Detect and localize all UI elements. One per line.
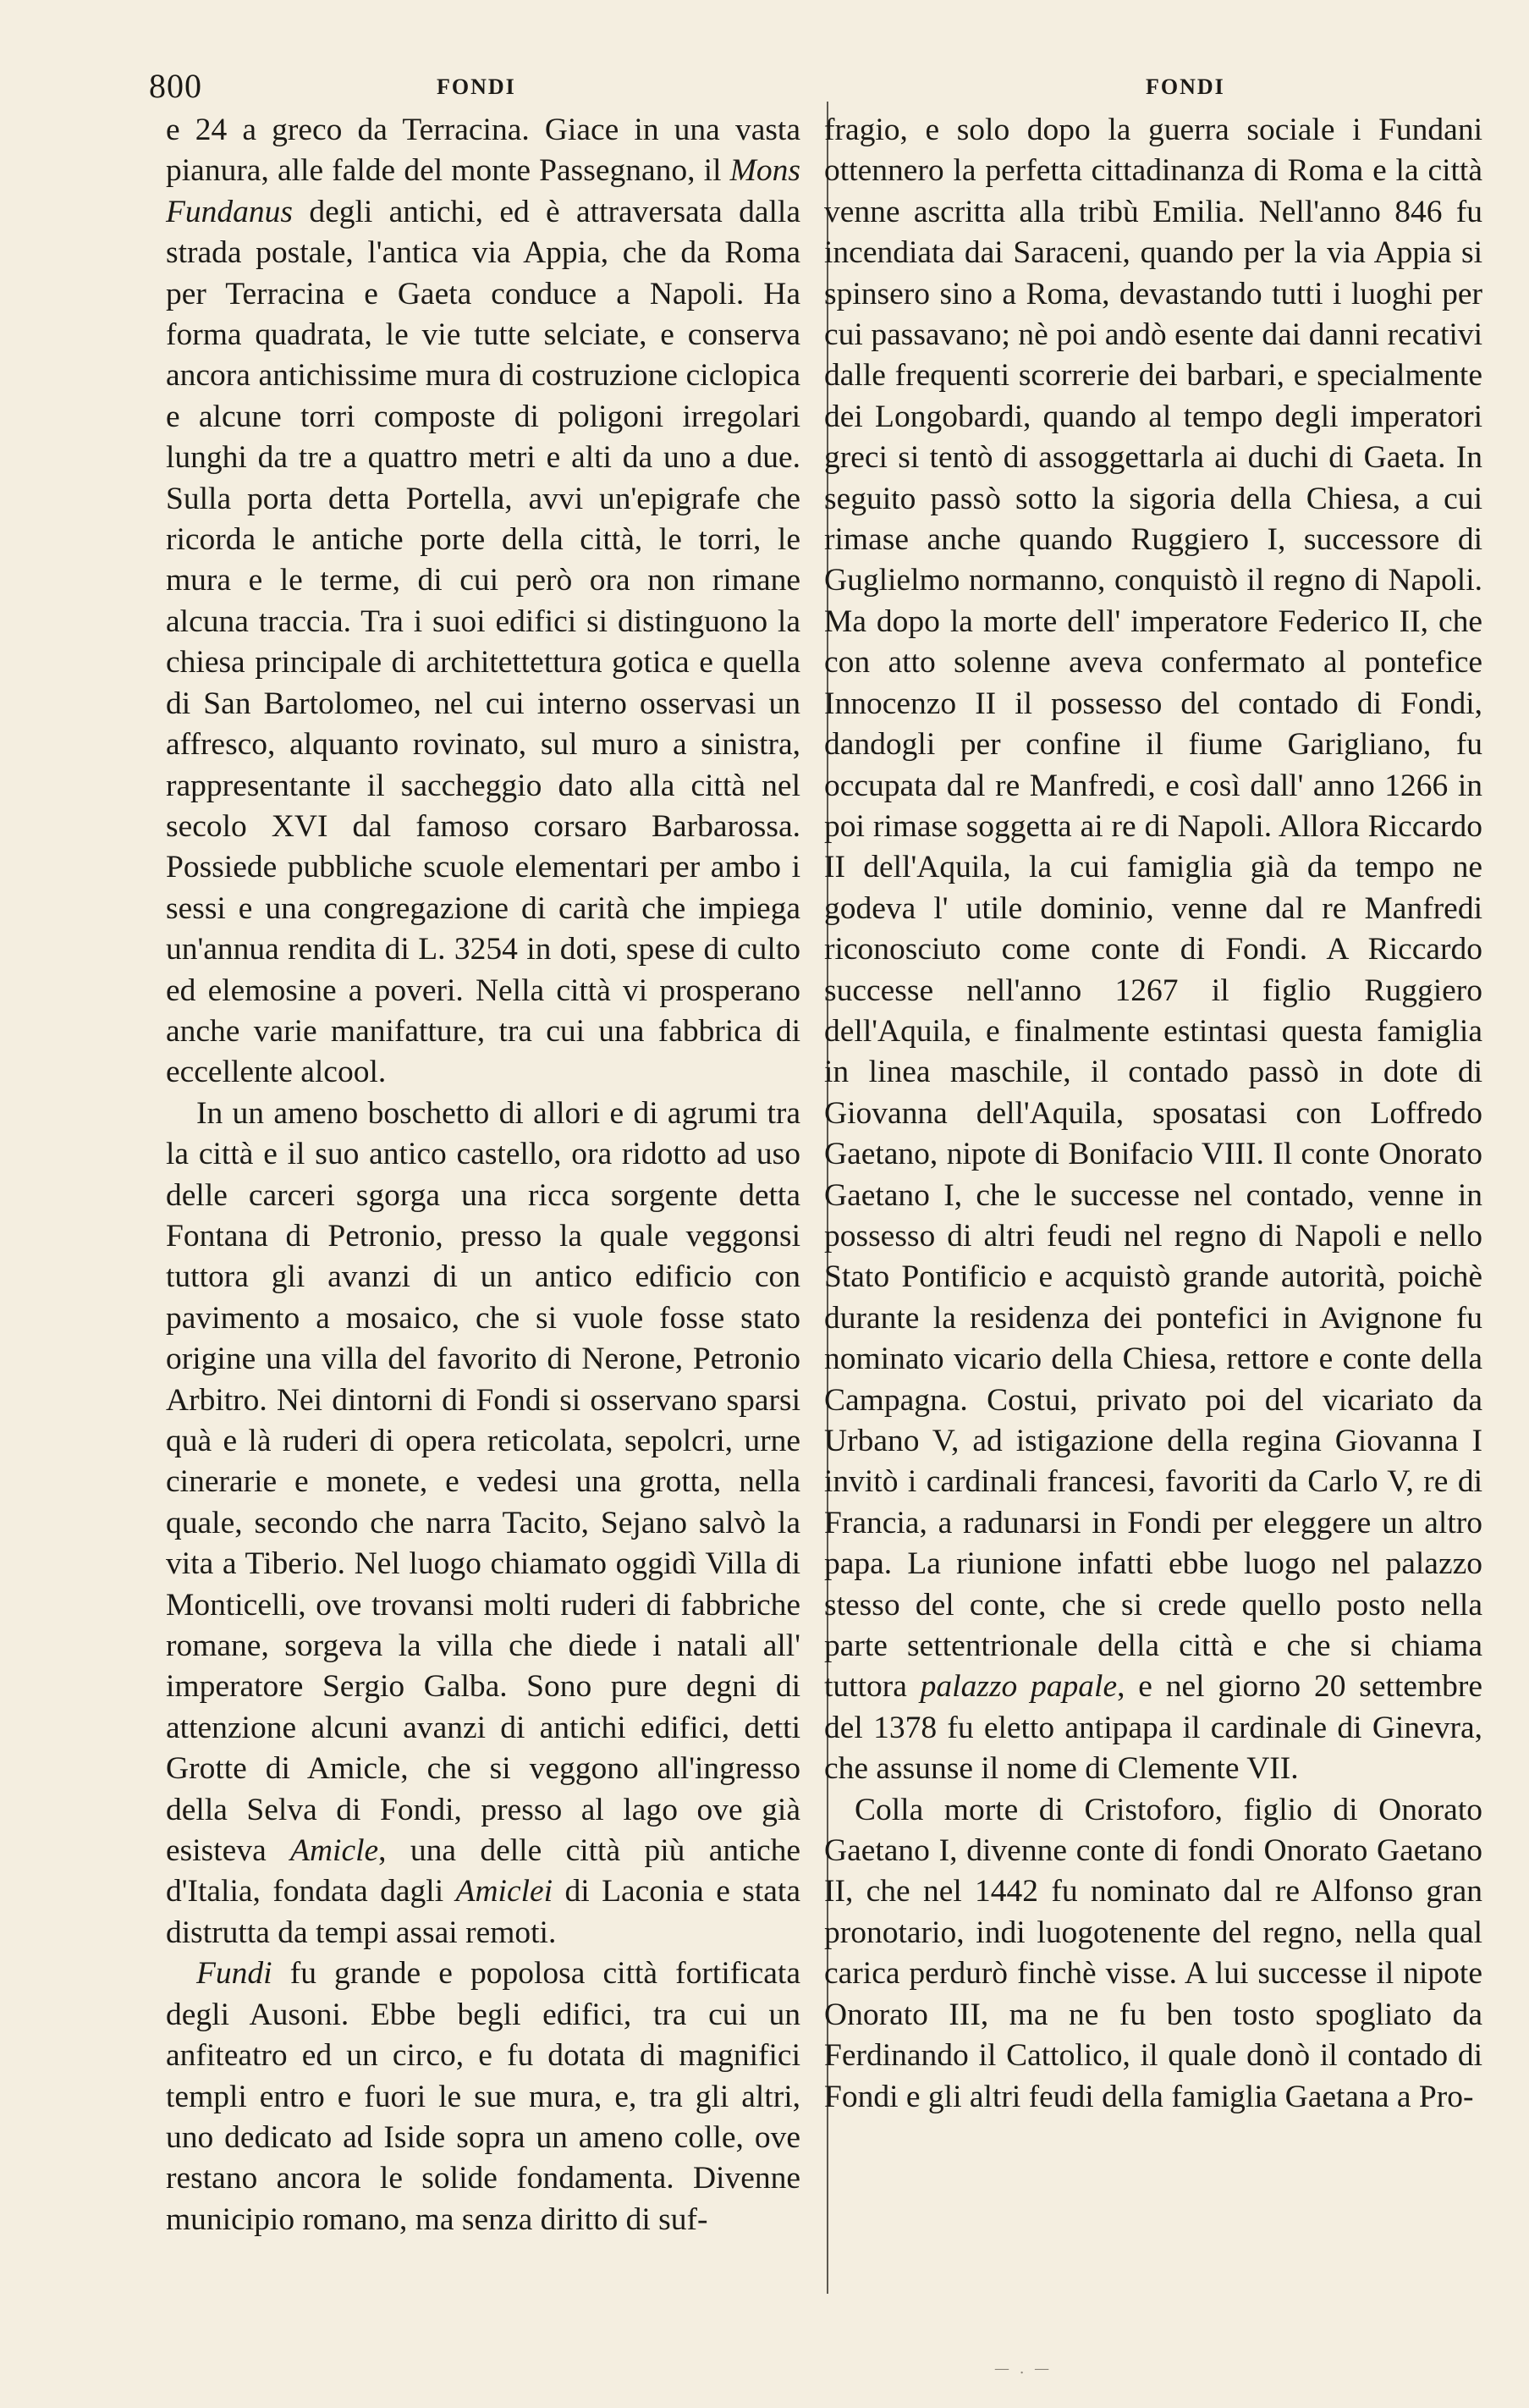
left-paragraph-1: e 24 a greco da Terracina. Giace in una vasta pianura, alle falde del monte Passegnano, il Mons Fundanus degli antichi, ed è attraversata dalla strada postale, l'antica via Appia, che da Roma per Terracina e Gaeta conduce a Napoli. Ha forma quadrata, le vie tutte selciate, e conserva ancora antichissime mura di costruzione ciclopica e alcune torri composte di poligoni irregolari lunghi da tre a quattro metri e alti da uno a due. Sulla porta detta Portella, avvi un'epigrafe che ricorda le antiche porte della città, le torri, le mura e le terme, di cui però ora non rimane alcuna traccia. Tra i suoi edifici si distinguono la chiesa principale di architettettura gotica e quella di San Bartolomeo, nel cui interno osservasi un affresco, alquanto rovinato, sul muro a sinistra, rappresentante il saccheggio dato alla città nel secolo XVI dal famoso corsaro Barbarossa. Possiede pubbliche scuole elementari per ambo i sessi e una congregazione di carità che impiega un'annua rendita di L. 3254 in doti, spese di culto ed elemosine a poveri. Nella città vi prosperano anche varie manifatture, tra cui una fabbrica di eccellente alcool. xyxy=(166,113,800,1090)
italic-term: Fundi xyxy=(196,1956,272,1992)
page-number: 800 xyxy=(149,67,202,105)
footer-mark: — . — xyxy=(994,2360,1053,2378)
right-column xyxy=(824,110,1482,2118)
left-paragraph-2: In un ameno boschetto di allori e di agrumi tra la città e il suo antico castello, ora ridotto ad uso delle carceri sgorga una ricca sorgente detta Fontana di Petronio, presso la quale veggonsi tuttora gli avanzi di un antico edificio con pavimento a mosaico, che si vuole fosse stato origine una villa del favorito di Nerone, Petronio Arbitro. Nei dintorni di Fondi si osservano sparsi quà e là ruderi di opera reticolata, sepolcri, urne cinerarie e monete, e vedesi una grotta, nella quale, secondo che narra Tacito, Sejano salvò la vita a Tiberio. Nel luogo chiamato oggidì Villa di Monticelli, ove trovansi molti ruderi di fabbriche romane, sorgeva la villa che diede i natali all' imperatore Sergio Galba. Sono pure degni di attenzione alcuni avanzi di antichi edifici, detti Grotte di Amicle, che si veggono all'ingresso della Selva di Fondi, presso al lago ove già esisteva Amicle, una delle città più antiche d'Italia, fondata dagli Amiclei di Laconia e stata distrutta da tempi assai remoti. xyxy=(166,1095,800,1950)
right-paragraph-1: fragio, e solo dopo la guerra sociale i Fundani ottennero la perfetta cittadinanza di Roma e la città venne ascritta alla tribù Emilia. Nell'anno 846 fu incendiata dai Saraceni, quando per la via Appia si spinsero sino a Roma, devastando tutti i luoghi per cui passavano; nè poi andò esente dai danni recativi dalle frequenti scorrerie dei barbari, e specialmente dei Longobardi, quando al tempo degli imperatori greci si tentò di assoggettarla ai duchi di Gaeta. In seguito passò sotto la sigoria della Chiesa, a cui rimase anche quando Ruggiero I, successore di Guglielmo normanno, conquistò il regno di Napoli. Ma dopo la morte dell' imperatore Federico II, che con atto solenne aveva confermato al pontefice Innocenzo II il possesso del contado di Fondi, dandogli per confine il fiume Garigliano, fu occupata dal re Manfredi, e così dall' anno 1266 in poi rimase soggetta ai re di Napoli. Allora Riccardo II dell'Aquila, la cui famiglia già da tempo ne godeva l' utile dominio, venne dal re Manfredi riconosciuto come conte di Fondi. A Riccardo successe nell'anno 1267 il figlio Ruggiero dell'Aquila, e finalmente estintasi questa famiglia in linea maschile, il contado passò in dote di Giovanna dell'Aquila, sposatasi con Loffredo Gaetano, nipote di Bonifacio VIII. Il conte Onorato Gaetano I, che le successe nel contado, venne in possesso di altri feudi nel regno di Napoli e nello Stato Pontificio e acquistò grande autorità, poichè durante la residenza dei pontefici in Avignone fu nominato vicario della Chiesa, rettore e conte della Campagna. Costui, privato poi del vicariato da Urbano V, ad istigazione della regina Giovanna I invitò i cardinali francesi, favoriti da Carlo V, re di Francia, a radunarsi in Fondi per eleggere un altro papa. La riunione infatti ebbe luogo nel palazzo stesso del conte, che si crede quello posto nella parte settentrionale della città e che si chiama tuttora palazzo papale, e nel giorno 20 settembre del 1378 fu eletto antipapa il cardinale di Ginevra, che assunse il nome di Clemente VII. xyxy=(824,113,1483,1787)
italic-term: Amicle xyxy=(290,1833,379,1869)
left-column xyxy=(166,110,800,2240)
running-head-right: FONDI xyxy=(1146,74,1225,99)
running-head-left: FONDI xyxy=(437,74,516,99)
italic-term: Mons Fundanus xyxy=(166,153,800,229)
italic-term: Amiclei xyxy=(455,1874,553,1909)
italic-term: palazzo papale xyxy=(920,1669,1118,1705)
left-paragraph-3: Fundi fu grande e popolosa città fortificata degli Ausoni. Ebbe begli edifici, tra cui un anfiteatro ed un circo, e fu dotata di magnifici templi entro e fuori le sue mura, e, tra gli altri, uno dedicato ad Iside sopra un ameno colle, ove restano ancora le solide fondamenta. Divenne municipio romano, ma senza diritto di suf- xyxy=(166,1956,800,2237)
right-paragraph-2: Colla morte di Cristoforo, figlio di Onorato Gaetano I, divenne conte di fondi Onorato Gaetano II, che nel 1442 fu nominato dal re Alfonso gran pronotario, indi luogotenente del regno, nella qual carica perdurò finchè visse. A lui successe il nipote Onorato III, ma ne fu ben tosto spogliato da Ferdinando il Cattolico, il quale donò il contado di Fondi e gli altri feudi della famiglia Gaetana a Pro- xyxy=(824,1792,1482,2114)
